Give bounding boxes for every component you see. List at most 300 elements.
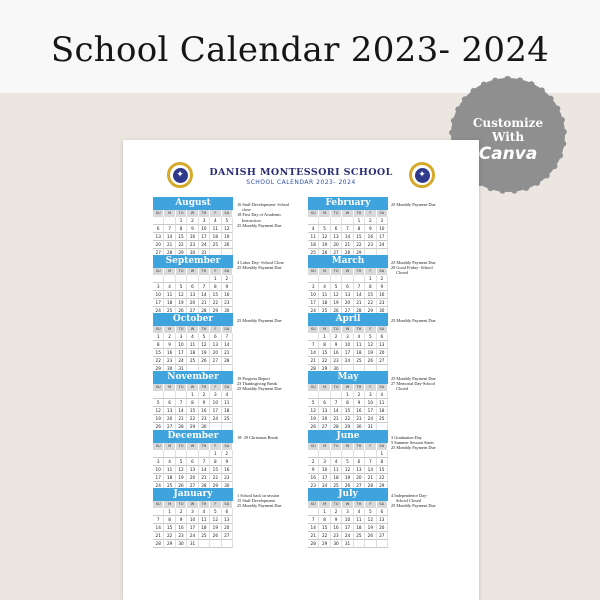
day-cell xyxy=(354,540,365,548)
day-grid xyxy=(308,501,388,548)
day-cell: 2 xyxy=(331,333,342,341)
day-cell: 20 xyxy=(210,349,221,357)
day-cell: 10 xyxy=(319,466,330,474)
day-cell: 25 xyxy=(354,532,365,540)
day-cell: 6 xyxy=(187,458,198,466)
day-cell: 14 xyxy=(164,233,175,241)
day-cell: 26 xyxy=(199,357,210,365)
day-cell: 19 xyxy=(153,415,164,423)
event-text: 25 Monthly Payment Due xyxy=(391,260,436,265)
weekday-header: SU xyxy=(153,384,164,391)
day-cell: 13 xyxy=(377,341,388,349)
weekday-header: M xyxy=(164,501,175,508)
weekday-header: F xyxy=(210,384,221,391)
day-cell xyxy=(331,217,342,225)
day-cell: 1 xyxy=(164,508,175,516)
day-cell xyxy=(176,450,187,458)
day-cell: 4 xyxy=(187,333,198,341)
day-cell xyxy=(319,391,330,399)
day-cell xyxy=(199,540,210,548)
day-cell: 4 xyxy=(222,391,233,399)
day-grid xyxy=(153,501,233,548)
weekday-header: F xyxy=(365,443,376,450)
day-cell xyxy=(319,275,330,283)
day-cell: 20 xyxy=(377,524,388,532)
day-cell: 26 xyxy=(342,482,353,490)
day-cell xyxy=(153,391,164,399)
day-cell: 20 xyxy=(187,299,198,307)
weekday-header: W xyxy=(187,210,198,217)
weekday-header: TU xyxy=(331,443,342,450)
day-cell: 3 xyxy=(153,458,164,466)
day-cell: 20 xyxy=(187,474,198,482)
day-cell: 30 xyxy=(176,540,187,548)
day-cell: 7 xyxy=(199,283,210,291)
day-cell xyxy=(222,540,233,548)
day-cell: 1 xyxy=(365,275,376,283)
event-text: 25 Monthly Payment Due xyxy=(237,222,282,228)
day-cell xyxy=(164,217,175,225)
weekday-header: W xyxy=(187,501,198,508)
day-cell: 21 xyxy=(153,532,164,540)
weekday-header: SU xyxy=(153,268,164,275)
day-cell: 6 xyxy=(354,458,365,466)
weekday-header: M xyxy=(319,501,330,508)
day-cell: 17 xyxy=(342,524,353,532)
day-cell: 20 xyxy=(319,415,330,423)
weekday-header: SA xyxy=(377,268,388,275)
day-cell: 15 xyxy=(210,466,221,474)
day-cell: 1 xyxy=(319,508,330,516)
day-cell: 27 xyxy=(153,249,164,257)
month-title: September xyxy=(153,255,233,268)
weekday-header: F xyxy=(365,326,376,333)
day-cell xyxy=(308,391,319,399)
weekday-header: W xyxy=(187,326,198,333)
day-cell: 23 xyxy=(199,415,210,423)
day-cell: 26 xyxy=(308,423,319,431)
day-cell: 22 xyxy=(319,357,330,365)
day-cell: 22 xyxy=(176,241,187,249)
day-cell: 19 xyxy=(365,349,376,357)
day-cell: 8 xyxy=(342,399,353,407)
weekday-header: TU xyxy=(176,384,187,391)
day-cell: 18 xyxy=(354,524,365,532)
day-cell: 20 xyxy=(331,241,342,249)
day-cell: 23 xyxy=(222,474,233,482)
school-logo-left-icon: ✦ xyxy=(167,162,193,188)
weekday-header: TH xyxy=(354,384,365,391)
day-cell: 11 xyxy=(331,466,342,474)
day-cell: 13 xyxy=(319,407,330,415)
weekday-header: F xyxy=(365,501,376,508)
day-cell: 26 xyxy=(222,241,233,249)
day-cell: 11 xyxy=(222,399,233,407)
event-list xyxy=(237,435,315,440)
day-cell: 4 xyxy=(377,391,388,399)
day-cell: 4 xyxy=(164,458,175,466)
event-list xyxy=(391,435,469,451)
day-cell: 11 xyxy=(187,341,198,349)
event-item xyxy=(391,493,469,503)
day-cell: 16 xyxy=(164,349,175,357)
day-cell: 20 xyxy=(354,474,365,482)
day-cell: 29 xyxy=(319,365,330,373)
event-list xyxy=(237,493,315,509)
weekday-header: W xyxy=(187,384,198,391)
day-cell: 7 xyxy=(164,225,175,233)
day-cell: 7 xyxy=(308,516,319,524)
weekday-header: TU xyxy=(331,326,342,333)
day-cell: 9 xyxy=(354,399,365,407)
day-cell: 31 xyxy=(365,423,376,431)
weekday-header: M xyxy=(319,443,330,450)
day-cell: 2 xyxy=(222,450,233,458)
day-cell: 2 xyxy=(377,275,388,283)
day-cell: 28 xyxy=(308,540,319,548)
day-cell: 28 xyxy=(365,482,376,490)
day-cell: 5 xyxy=(331,283,342,291)
event-item xyxy=(237,435,315,440)
weekday-header: W xyxy=(342,384,353,391)
day-cell: 7 xyxy=(331,399,342,407)
weekday-header: W xyxy=(342,268,353,275)
weekday-header: M xyxy=(164,210,175,217)
day-cell: 19 xyxy=(176,474,187,482)
day-cell: 14 xyxy=(199,466,210,474)
day-cell: 14 xyxy=(342,233,353,241)
day-cell: 2 xyxy=(199,391,210,399)
day-cell: 5 xyxy=(319,225,330,233)
day-cell: 9 xyxy=(222,458,233,466)
day-cell: 21 xyxy=(199,299,210,307)
month-title: August xyxy=(153,197,233,210)
weekday-header: SA xyxy=(377,443,388,450)
day-cell: 24 xyxy=(365,415,376,423)
weekday-header: W xyxy=(342,501,353,508)
day-cell: 8 xyxy=(153,341,164,349)
weekday-header: M xyxy=(164,268,175,275)
day-cell: 23 xyxy=(331,532,342,540)
event-text: Closed xyxy=(396,386,408,392)
day-cell: 13 xyxy=(222,516,233,524)
day-cell: 15 xyxy=(164,524,175,532)
month-july xyxy=(308,488,388,548)
day-cell: 2 xyxy=(331,508,342,516)
day-cell: 18 xyxy=(331,474,342,482)
day-cell: 9 xyxy=(176,516,187,524)
day-cell: 8 xyxy=(164,516,175,524)
day-cell: 12 xyxy=(176,291,187,299)
weekday-header: SA xyxy=(222,268,233,275)
weekday-header: TH xyxy=(199,268,210,275)
day-cell xyxy=(308,508,319,516)
weekday-header: SU xyxy=(308,443,319,450)
day-cell: 6 xyxy=(210,333,221,341)
day-cell: 15 xyxy=(365,291,376,299)
day-cell: 16 xyxy=(199,407,210,415)
day-cell: 22 xyxy=(354,241,365,249)
day-cell: 3 xyxy=(210,391,221,399)
day-cell: 22 xyxy=(210,474,221,482)
day-grid xyxy=(308,326,388,373)
day-cell: 17 xyxy=(153,474,164,482)
day-cell: 27 xyxy=(377,532,388,540)
day-cell: 15 xyxy=(153,349,164,357)
day-cell: 8 xyxy=(377,458,388,466)
day-cell: 3 xyxy=(365,391,376,399)
day-cell: 16 xyxy=(365,233,376,241)
day-cell: 17 xyxy=(377,233,388,241)
day-cell: 1 xyxy=(210,450,221,458)
day-cell: 14 xyxy=(331,407,342,415)
day-cell xyxy=(342,217,353,225)
day-cell xyxy=(342,450,353,458)
day-cell: 1 xyxy=(377,450,388,458)
day-cell: 14 xyxy=(308,349,319,357)
weekday-header: TH xyxy=(354,210,365,217)
weekday-header: TH xyxy=(199,210,210,217)
day-cell: 15 xyxy=(354,233,365,241)
day-cell: 31 xyxy=(187,540,198,548)
day-cell: 18 xyxy=(308,241,319,249)
day-cell: 17 xyxy=(153,299,164,307)
day-cell: 13 xyxy=(187,466,198,474)
day-cell: 25 xyxy=(377,415,388,423)
day-cell: 10 xyxy=(342,516,353,524)
weekday-header: SA xyxy=(222,501,233,508)
day-cell: 5 xyxy=(176,283,187,291)
day-cell: 29 xyxy=(176,249,187,257)
day-cell xyxy=(164,275,175,283)
day-cell: 5 xyxy=(342,458,353,466)
day-cell: 19 xyxy=(331,299,342,307)
day-cell: 12 xyxy=(210,516,221,524)
weekday-header: M xyxy=(164,384,175,391)
day-cell: 6 xyxy=(153,225,164,233)
day-cell: 11 xyxy=(199,516,210,524)
weekday-header: F xyxy=(210,443,221,450)
day-cell: 22 xyxy=(153,357,164,365)
month-september xyxy=(153,255,233,315)
weekday-header: W xyxy=(187,443,198,450)
day-cell: 24 xyxy=(176,357,187,365)
weekday-header: TH xyxy=(354,501,365,508)
event-text: 25 Monthly Payment Due xyxy=(237,318,282,323)
day-cell: 21 xyxy=(222,349,233,357)
day-cell: 11 xyxy=(354,341,365,349)
month-february xyxy=(308,197,388,257)
event-text: 29 Good Friday- School xyxy=(391,265,433,271)
day-cell: 16 xyxy=(176,524,187,532)
event-item xyxy=(237,202,315,212)
weekday-header: M xyxy=(319,384,330,391)
day-cell xyxy=(354,450,365,458)
day-cell: 30 xyxy=(187,249,198,257)
weekday-header: SU xyxy=(308,268,319,275)
weekday-header: F xyxy=(210,268,221,275)
day-cell: 29 xyxy=(354,249,365,257)
day-cell: 24 xyxy=(199,241,210,249)
weekday-header: SA xyxy=(222,326,233,333)
weekday-header: SA xyxy=(377,210,388,217)
day-cell: 9 xyxy=(308,466,319,474)
day-cell xyxy=(153,217,164,225)
day-cell: 12 xyxy=(199,341,210,349)
weekday-header: M xyxy=(319,210,330,217)
school-name: DANISH MONTESSORI SCHOOL xyxy=(209,167,393,178)
day-cell: 2 xyxy=(222,275,233,283)
day-cell: 12 xyxy=(308,407,319,415)
day-cell: 30 xyxy=(354,423,365,431)
day-cell: 21 xyxy=(199,474,210,482)
day-cell: 12 xyxy=(342,466,353,474)
day-cell: 6 xyxy=(342,283,353,291)
day-cell: 25 xyxy=(199,532,210,540)
day-cell xyxy=(331,275,342,283)
day-cell: 3 xyxy=(377,217,388,225)
day-cell: 17 xyxy=(365,407,376,415)
weekday-header: TH xyxy=(199,501,210,508)
day-cell: 15 xyxy=(342,407,353,415)
day-cell: 28 xyxy=(222,357,233,365)
day-cell: 6 xyxy=(164,399,175,407)
day-cell: 30 xyxy=(199,423,210,431)
day-cell: 22 xyxy=(377,474,388,482)
day-cell: 7 xyxy=(354,283,365,291)
day-cell: 20 xyxy=(153,241,164,249)
day-cell: 29 xyxy=(210,307,221,315)
day-cell xyxy=(176,391,187,399)
day-cell: 8 xyxy=(319,341,330,349)
weekday-header: SU xyxy=(153,501,164,508)
day-cell: 29 xyxy=(319,540,330,548)
day-cell: 10 xyxy=(210,399,221,407)
day-cell: 24 xyxy=(153,482,164,490)
day-cell: 3 xyxy=(342,333,353,341)
day-cell: 16 xyxy=(354,407,365,415)
day-cell: 1 xyxy=(187,391,198,399)
day-cell: 29 xyxy=(210,482,221,490)
weekday-header: W xyxy=(342,326,353,333)
event-text: 18 First Day of Academic xyxy=(237,212,282,218)
day-cell: 8 xyxy=(354,225,365,233)
weekday-header: SU xyxy=(308,501,319,508)
day-cell: 23 xyxy=(377,299,388,307)
day-cell: 2 xyxy=(308,458,319,466)
day-cell: 6 xyxy=(377,333,388,341)
day-cell: 27 xyxy=(342,307,353,315)
day-cell: 28 xyxy=(354,307,365,315)
badge-line2: With xyxy=(491,130,525,144)
weekday-header: F xyxy=(210,501,221,508)
day-cell: 9 xyxy=(187,225,198,233)
day-cell: 21 xyxy=(308,532,319,540)
day-cell xyxy=(199,275,210,283)
day-cell: 4 xyxy=(331,458,342,466)
weekday-header: W xyxy=(342,443,353,450)
day-cell: 28 xyxy=(342,249,353,257)
day-cell: 2 xyxy=(354,391,365,399)
event-item xyxy=(237,212,315,222)
event-item xyxy=(391,381,469,391)
event-item xyxy=(237,503,315,508)
day-cell: 30 xyxy=(377,307,388,315)
event-text: 25 Monthly Payment Due xyxy=(391,503,436,509)
day-cell xyxy=(187,450,198,458)
day-cell: 8 xyxy=(187,399,198,407)
day-cell xyxy=(319,450,330,458)
month-title: June xyxy=(308,430,388,443)
day-cell: 25 xyxy=(319,307,330,315)
day-cell: 7 xyxy=(365,458,376,466)
weekday-header: W xyxy=(187,268,198,275)
day-cell: 27 xyxy=(319,423,330,431)
event-text: School Closed xyxy=(396,498,421,504)
day-cell: 23 xyxy=(365,241,376,249)
event-item xyxy=(237,265,315,270)
day-cell: 25 xyxy=(210,241,221,249)
day-cell: 26 xyxy=(176,307,187,315)
event-item xyxy=(391,445,469,450)
day-cell: 18 xyxy=(199,524,210,532)
day-cell: 31 xyxy=(176,365,187,373)
day-cell: 13 xyxy=(187,291,198,299)
day-cell: 26 xyxy=(319,249,330,257)
day-cell: 16 xyxy=(308,474,319,482)
day-cell: 20 xyxy=(222,524,233,532)
day-cell: 14 xyxy=(365,466,376,474)
day-cell: 25 xyxy=(354,357,365,365)
day-cell: 3 xyxy=(176,333,187,341)
weekday-header: SU xyxy=(308,384,319,391)
day-cell: 19 xyxy=(342,474,353,482)
day-cell: 25 xyxy=(331,482,342,490)
day-cell: 29 xyxy=(365,307,376,315)
day-cell: 7 xyxy=(153,516,164,524)
day-cell: 14 xyxy=(176,407,187,415)
event-text: 3 Graduation Day xyxy=(391,435,422,440)
day-cell xyxy=(199,450,210,458)
weekday-header: TU xyxy=(331,501,342,508)
day-cell: 9 xyxy=(365,225,376,233)
day-cell: 16 xyxy=(331,524,342,532)
day-cell: 3 xyxy=(342,508,353,516)
day-cell: 13 xyxy=(331,233,342,241)
day-cell: 24 xyxy=(210,415,221,423)
day-cell: 9 xyxy=(377,283,388,291)
day-cell: 10 xyxy=(153,291,164,299)
day-cell: 5 xyxy=(308,399,319,407)
day-cell: 11 xyxy=(319,291,330,299)
day-cell: 22 xyxy=(342,415,353,423)
day-cell: 8 xyxy=(210,283,221,291)
day-cell xyxy=(342,275,353,283)
weekday-header: F xyxy=(365,210,376,217)
day-cell: 14 xyxy=(199,291,210,299)
day-cell: 28 xyxy=(153,540,164,548)
day-cell: 8 xyxy=(365,283,376,291)
day-cell: 22 xyxy=(210,299,221,307)
day-cell: 2 xyxy=(176,508,187,516)
weekday-header: TU xyxy=(176,443,187,450)
day-cell: 4 xyxy=(210,217,221,225)
day-cell: 19 xyxy=(176,299,187,307)
weekday-header: TU xyxy=(176,326,187,333)
weekday-header: F xyxy=(210,210,221,217)
school-logo-right-icon: ✦ xyxy=(409,162,435,188)
day-cell: 7 xyxy=(342,225,353,233)
